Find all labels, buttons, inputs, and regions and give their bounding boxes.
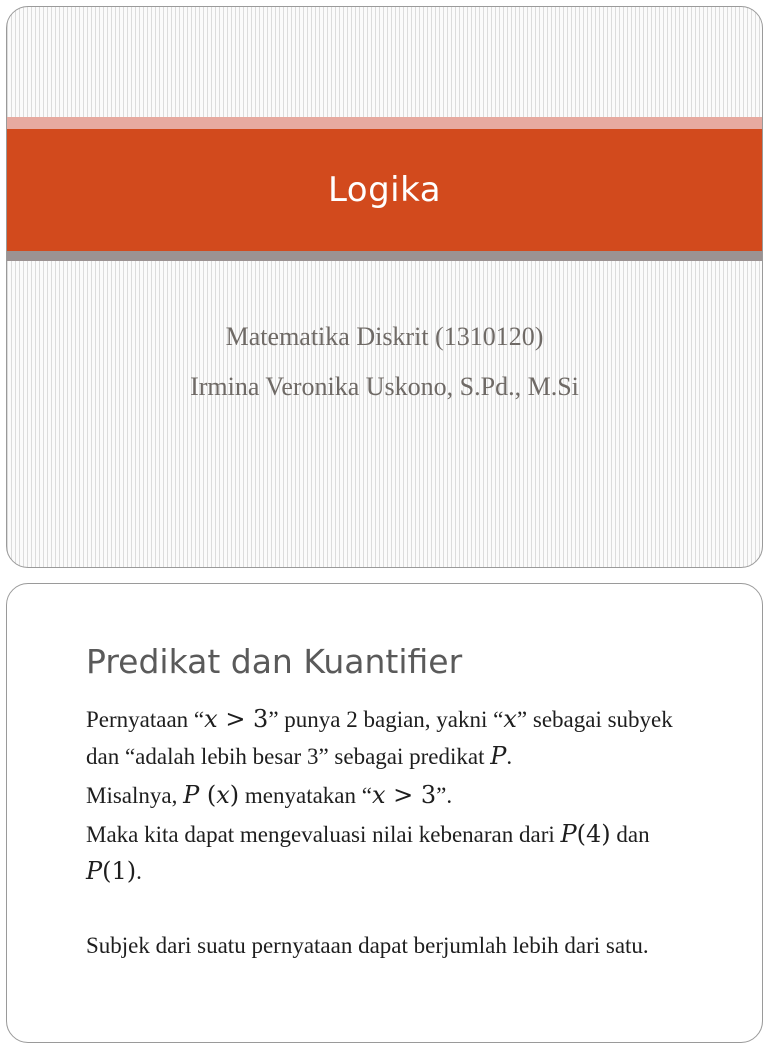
text: Pernyataan “ xyxy=(86,707,205,732)
text: ”. xyxy=(436,783,453,808)
slide-title: Logika xyxy=(327,170,442,210)
content-slide xyxy=(6,583,763,1043)
paragraph-subject-count xyxy=(86,928,706,964)
math-p1: 𝑃(1) xyxy=(86,857,137,885)
subtitle-block xyxy=(7,312,762,412)
text: . xyxy=(506,744,513,769)
text: Misalnya, xyxy=(86,783,184,808)
text: Maka kita dapat mengevaluasi nilai kebenaran dari xyxy=(86,822,561,847)
paragraph-example xyxy=(86,777,706,814)
math-p4: 𝑃(4) xyxy=(560,820,611,848)
text: dan xyxy=(610,822,650,847)
text: ” punya 2 bagian, yakni “ xyxy=(268,707,504,732)
paragraph-statement-parts xyxy=(86,701,706,775)
math-predicate-px: 𝑃 (𝑥) xyxy=(183,781,240,809)
text: . xyxy=(136,859,142,884)
slide-heading: Predikat dan Kuantifier xyxy=(86,642,463,681)
math-variable-x: 𝑥 xyxy=(204,705,218,733)
title-slide xyxy=(6,6,763,568)
paragraph-evaluation xyxy=(86,816,706,890)
author-name: Irmina Veronika Uskono, S.Pd., M.Si xyxy=(190,372,579,401)
title-band xyxy=(7,129,762,251)
title-band-top-stripe xyxy=(7,117,762,129)
text: ” sebagai subyek dan “adalah lebih besar 3” sebagai predikat xyxy=(86,707,673,769)
math-predicate-p: 𝑃 xyxy=(490,742,507,770)
course-name: Matematika Diskrit (1310120) xyxy=(225,322,544,351)
text: menyatakan “ xyxy=(239,783,372,808)
text: Subjek dari suatu pernyataan dapat berjumlah lebih dari satu. xyxy=(86,933,649,958)
slide-body xyxy=(86,701,706,964)
math-variable-x: 𝑥 xyxy=(503,705,517,733)
math-inequality: > 3 xyxy=(217,705,269,733)
title-band-bottom-stripe xyxy=(7,251,762,261)
math-inequality: 𝑥 > 3 xyxy=(371,781,437,809)
